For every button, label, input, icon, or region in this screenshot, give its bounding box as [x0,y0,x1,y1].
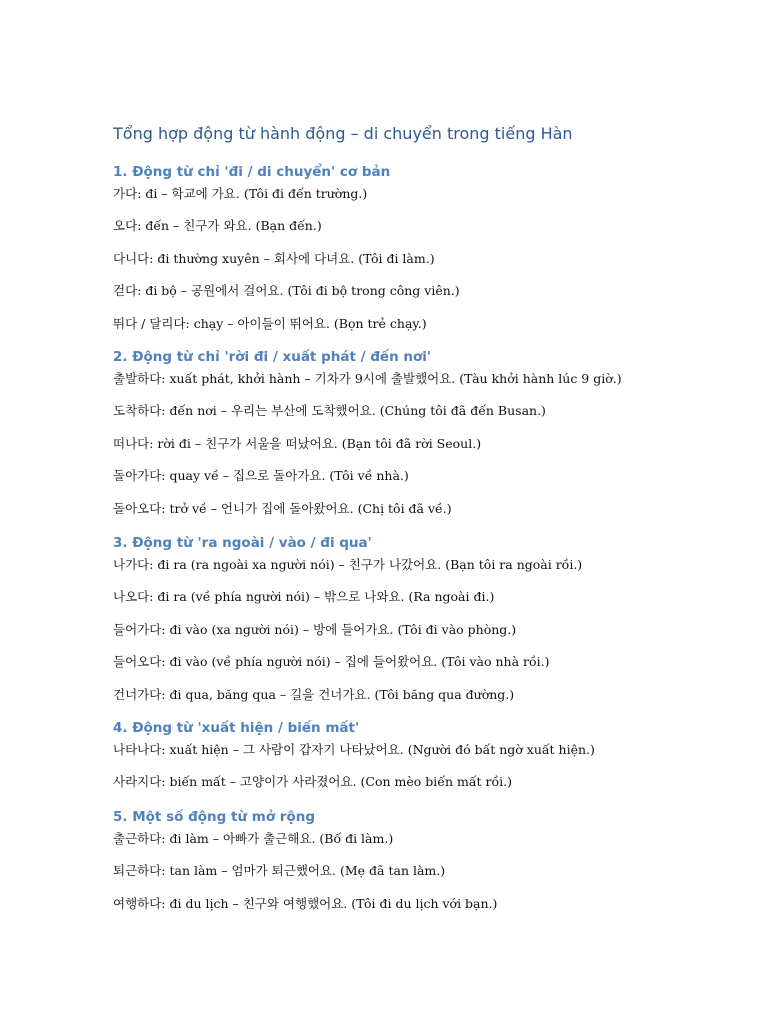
vocab-entry: 도착하다: đến nơi – 우리는 부산에 도착했어요. (Chúng tôi đã đến Busan.) [113,403,546,419]
vocab-entry: 돌아가다: quay về – 집으로 돌아가요. (Tôi về nhà.) [113,468,409,484]
section-heading: 3. Động từ 'ra ngoài / vào / đi qua' [113,535,372,551]
section-basic-movement [113,161,733,345]
section-heading: 2. Động từ chỉ 'rời đi / xuất phát / đến nơi' [113,349,432,365]
vocab-entry: 나오다: đi ra (về phía người nói) – 밖으로 나와요. (Ra ngoài đi.) [113,589,495,605]
vocab-entry: 다니다: đi thường xuyên – 회사에 다녀요. (Tôi đi làm.) [113,250,435,266]
section-depart-arrive [113,346,733,530]
vocab-entry: 출발하다: xuất phát, khởi hành – 기차가 9시에 출발했어요. (Tàu khởi hành lúc 9 giờ.) [113,371,622,386]
vocab-entry: 나타나다: xuất hiện – 그 사람이 갑자기 나타났어요. (Người đó bất ngờ xuất hiện.) [113,742,595,757]
vocab-entry: 출근하다: đi làm – 아빠가 출근해요. (Bố đi làm.) [113,831,394,846]
vocab-entry: 돌아오다: trở về – 언니가 집에 돌아왔어요. (Chị tôi đã về.) [113,500,452,516]
vocab-entry: 퇴근하다: tan làm – 엄마가 퇴근했어요. (Mẹ đã tan làm.) [113,863,446,879]
vocab-entry: 건너가다: đi qua, băng qua – 길을 건너가요. (Tôi băng qua đường.) [113,686,515,702]
section-heading: 4. Động từ 'xuất hiện / biến mất' [113,720,360,736]
vocab-entry: 들어가다: đi vào (xa người nói) – 방에 들어가요. (Tôi đi vào phòng.) [113,621,517,637]
vocab-entry: 나가다: đi ra (ra ngoài xa người nói) – 친구가 나갔어요. (Bạn tôi ra ngoài rồi.) [113,557,583,572]
vocab-entry: 떠나다: rời đi – 친구가 서울을 떠났어요. (Bạn tôi đã rời Seoul.) [113,435,482,451]
vocab-entry: 오다: đến – 친구가 와요. (Bạn đến.) [113,218,322,234]
section-out-in-through [113,532,733,716]
section-heading: 5. Một số động từ mở rộng [113,809,316,825]
vocab-entry: 걷다: đi bộ – 공원에서 걸어요. (Tôi đi bộ trong công viên.) [113,283,460,299]
section-extended-verbs [113,806,733,925]
section-heading: 1. Động từ chỉ 'đi / di chuyển' cơ bản [113,164,391,180]
vocab-entry: 사라지다: biến mất – 고양이가 사라졌어요. (Con mèo biến mất rồi.) [113,774,512,790]
section-appear-disappear [113,717,733,804]
document-title: Tổng hợp động từ hành động – di chuyển trong tiếng Hàn [113,124,573,143]
vocab-entry: 뛰다 / 달리다: chạy – 아이들이 뛰어요. (Bọn trẻ chạy.) [113,315,427,331]
vocab-entry: 들어오다: đi vào (về phía người nói) – 집에 들어왔어요. (Tôi vào nhà rồi.) [113,654,550,670]
vocab-entry: 여행하다: đi du lịch – 친구와 여행했어요. (Tôi đi du lịch với bạn.) [113,895,498,911]
vocab-entry: 가다: đi – 학교에 가요. (Tôi đi đến trường.) [113,186,368,201]
